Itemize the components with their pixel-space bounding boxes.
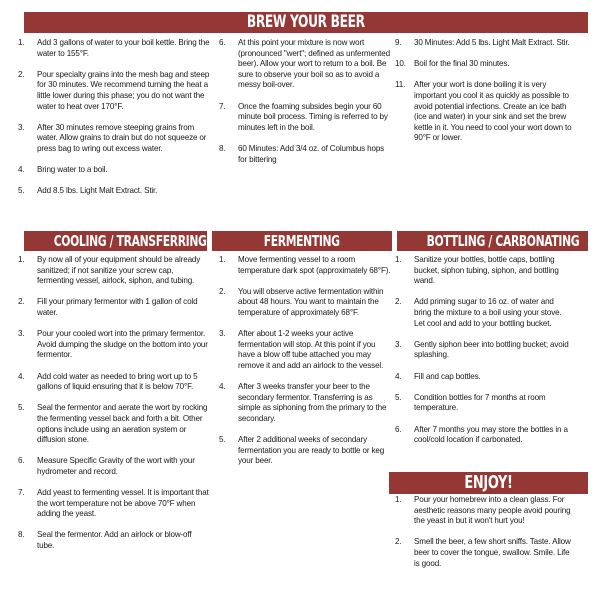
list-item [10,255,210,287]
step-text: Add 8.5 lbs. Light Malt Extract. Stir. [37,186,158,196]
list-item [10,530,210,551]
list-item [10,488,210,520]
list-item [387,80,572,144]
list-item [10,372,210,393]
step-number: 7. [18,488,25,498]
step-number: 5. [219,435,226,445]
step-text: Seal the fermentor and aerate the wort by rocking the fermenting vessel back and forth a bit. Other options include using an aeration system or diffusion stone. [37,403,208,445]
step-number: 3. [219,329,226,339]
list-item [211,102,394,134]
step-number: 8. [219,143,226,153]
step-text: Boil for the final 30 minutes. [414,59,510,69]
step-number: 1. [395,495,402,504]
step-number: 5. [18,403,25,413]
step-number: 1. [395,255,402,264]
step-number: 4. [18,371,25,381]
list-item [10,403,210,445]
brew-steps-list-2 [211,38,394,165]
brew-steps-list-3 [387,38,572,144]
list-item [387,340,572,361]
fermenting-header [212,231,392,251]
list-item [211,255,394,276]
step-number: 3. [395,339,402,349]
step-text: After 30 minutes remove steeping grains from water. Allow grains to drain but do not squeeze or press bag to wring out excess water. [37,122,207,153]
step-number: 2. [219,286,226,296]
list-item [387,495,572,527]
step-number: 4. [18,165,25,175]
step-number: 4. [395,371,402,381]
bottling-carbonating-title: BOTTLING / CARBONATING [426,232,580,250]
list-item [387,425,572,446]
list-item [10,297,210,318]
step-number: 10. [395,59,406,69]
step-number: 2. [395,297,402,307]
step-text: Add 3 gallons of water to your boil kettle. Bring the water to 155°F. [37,38,210,58]
step-number: 4. [219,382,226,392]
step-text: Seal the fermentor. Add an airlock or blow-off tube. [37,530,192,551]
step-number: 7. [219,101,226,111]
step-text: Pour specialty grains into the mesh bag and steep for 30 minutes. We recommend turning the heat a little lower during this phase; you do not want the water to heat over 170°F. [37,69,210,111]
step-text: Sanitize your bottles, bottle caps, bottling bucket, siphon tubing, siphon, and bottling wand. [414,255,559,286]
step-text: After 7 months you may store the bottles in a cool/cold location if carbonated. [414,424,568,445]
step-text: After 2 additional weeks of secondary fermentation you are ready to bottle or keg your beer. [238,435,385,466]
cooling-column [10,255,210,562]
fermenting-steps-list [211,255,394,467]
list-item [10,329,210,361]
step-text: After 3 weeks transfer your beer to the secondary fermentor. Transferring is as simple as siphoning from the primary to the secondary. [238,382,387,423]
fermenting-column [211,255,394,477]
step-text: Fill your primary fermentor with 1 gallon of cold water. [37,297,198,317]
step-number: 8. [18,530,25,540]
list-item [10,123,210,155]
enjoy-title: ENJOY! [464,472,513,493]
brew-column-1 [10,38,210,208]
list-item [211,382,394,424]
step-number: 1. [18,38,25,47]
list-item [10,70,210,112]
list-item [10,165,210,176]
step-number: 1. [18,255,25,264]
list-item [211,38,394,91]
list-item [387,59,572,70]
step-number: 6. [18,456,25,466]
step-text: After your wort is done boiling it is very important you cool it as quickly as possible to avoid potential infections. Create an ice bath (ice and water) in your sink and set the brew kettle in it. You need to cool your wort down to 90°F or lower. [414,80,572,143]
step-text: Measure Specific Gravity of the wort with your hydrometer and record. [37,456,195,476]
cooling-transferring-title: COOLING / TRANSFERRING [53,232,207,250]
step-text: By now all of your equipment should be already sanitized; if not sanitize your screw cap, fermenting vessel, airlock, siphon, and tubing. [37,255,201,286]
step-text: 30 Minutes: Add 5 lbs. Light Malt Extract. Stir. [414,38,570,47]
list-item [211,144,394,165]
step-number: 2. [18,297,25,307]
list-item [10,456,210,477]
step-number: 9. [395,38,402,47]
step-text: Add cold water as needed to bring wort up to 5 gallons of liquid ensuring that it is below 70°F. [37,371,198,392]
step-text: Smell the beer, a few short sniffs. Taste. Allow beer to cover the tongue, swallow. Smile. Life is good. [414,537,571,568]
step-number: 2. [18,69,25,79]
enjoy-column [387,495,572,580]
step-text: Move fermenting vessel to a room temperature dark spot (approximately 68°F). [238,255,391,275]
bottling-column [387,255,572,446]
step-text: Gently siphon beer into bottling bucket; avoid splashing. [414,339,569,360]
list-item [211,435,394,467]
list-item [387,393,572,414]
step-text: Pour your cooled wort into the primary fermentor. Avoid dumping the sludge on the bottom into your fermentor. [37,329,208,360]
step-number: 3. [18,329,25,339]
brew-steps-list-1 [10,38,210,197]
brew-column-3 [387,38,572,155]
enjoy-steps-list [387,495,572,569]
step-text: Add priming sugar to 16 oz. of water and bring the mixture to a boil using your stove. Let cool and add to your bottling bucket. [414,297,562,328]
step-text: Pour your homebrew into a clean glass. For aesthetic reasons many people avoid pouring the yeast in but it won't hurt you! [414,495,571,526]
list-item [387,537,572,569]
list-item [387,297,572,329]
bottling-carbonating-header [397,231,588,251]
step-text: You will observe active fermentation within about 48 hours. You want to maintain the temperature of approximately 68°F. [238,286,384,317]
list-item [211,287,394,319]
cooling-transferring-header [24,231,207,251]
step-number: 5. [395,392,402,402]
step-number: 6. [219,38,226,47]
step-text: 60 Minutes: Add 3/4 oz. of Columbus hops for bittering [238,143,385,164]
step-text: After about 1-2 weeks your active fermentation will stop. At this point if you have a blow off tube attached you may remove it and add an airlock to the vessel. [238,329,384,370]
bottling-steps-list [387,255,572,446]
cooling-steps-list [10,255,210,552]
list-item [10,186,210,197]
list-item [387,372,572,383]
step-number: 11. [395,80,406,90]
list-item [10,38,210,59]
enjoy-header [389,472,588,494]
step-number: 1. [219,255,226,264]
brew-your-beer-title: BREW YOUR BEER [247,12,365,32]
list-item [211,329,394,371]
brew-column-2 [211,38,394,176]
step-text: Fill and cap bottles. [414,371,481,381]
list-item [387,38,572,49]
step-text: Condition bottles for 7 months at room temperature. [414,392,546,413]
step-text: Bring water to a boil. [37,165,108,175]
step-number: 5. [18,186,25,196]
step-number: 6. [395,424,402,434]
step-text: At this point your mixture is now wort (pronounced "wert"; defined as unfermented beer). Allow your wort to return to a boil. Be sure to observe your boil so as to avoid a messy boil-over. [238,38,390,90]
brew-your-beer-header [24,12,588,33]
fermenting-title: FERMENTING [264,232,340,250]
step-text: Once the foaming subsides begin your 60 minute boil process. Timing is referred to by minutes left in the boil. [238,101,388,132]
list-item [387,255,572,287]
step-number: 2. [395,537,402,547]
step-text: Add yeast to fermenting vessel. It is important that the wort temperature not be above 70°F when adding the yeast. [37,488,209,519]
step-number: 3. [18,122,25,132]
